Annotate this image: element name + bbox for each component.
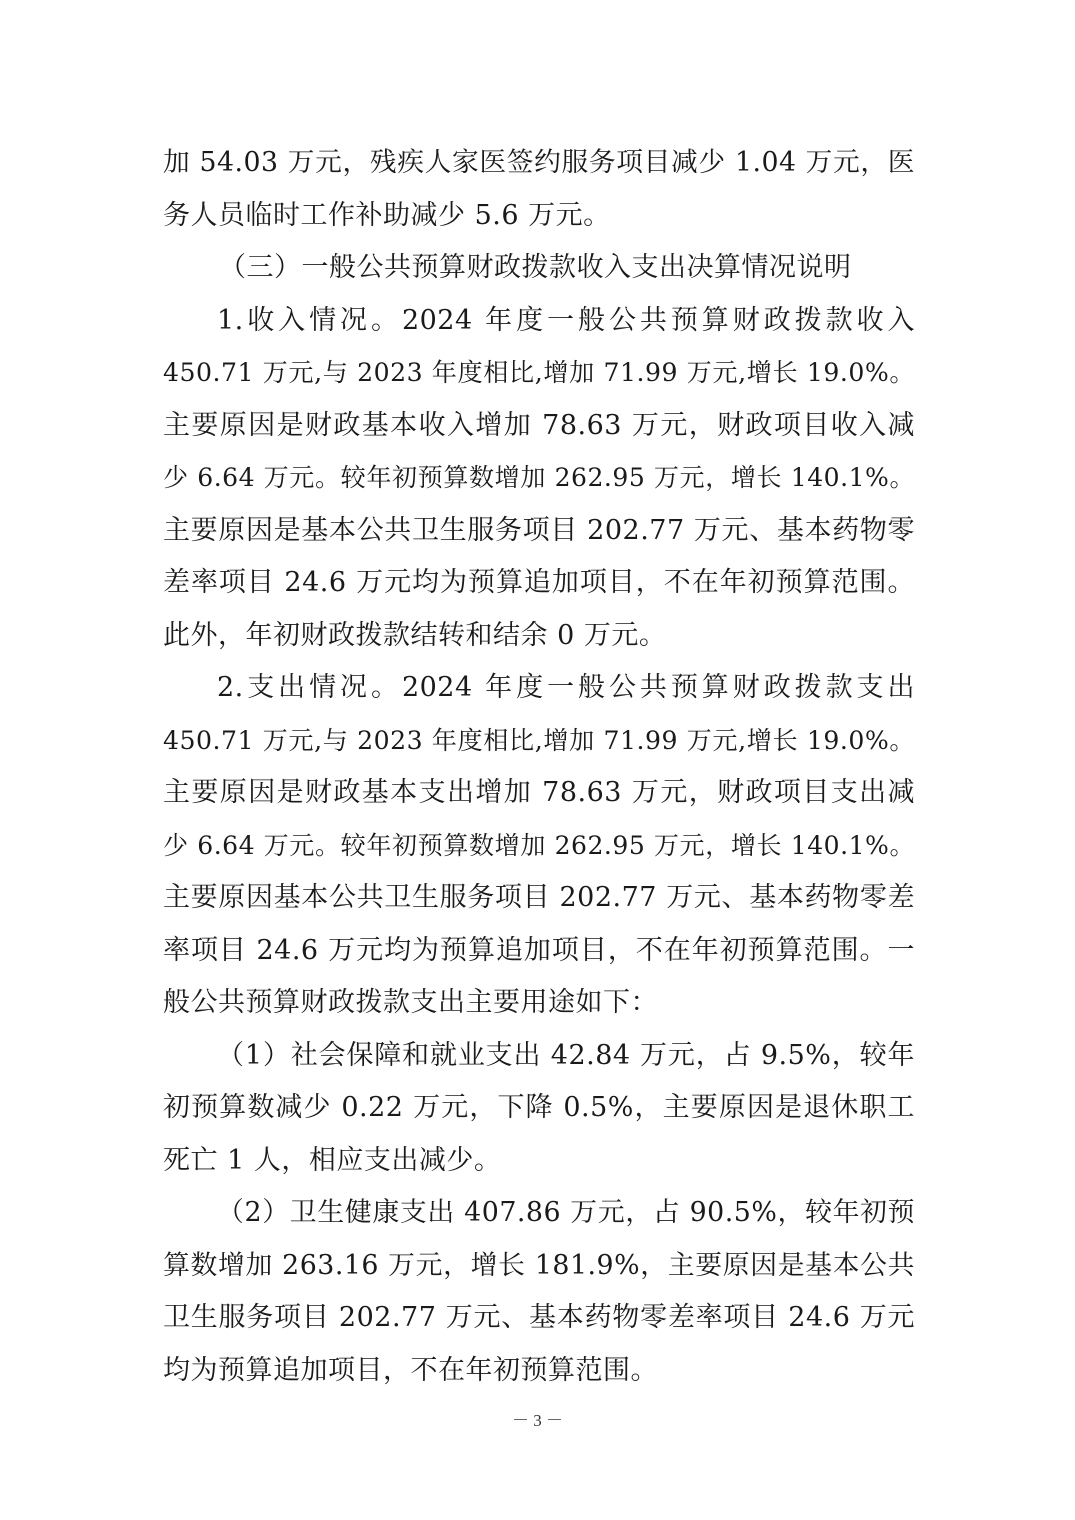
text-line: 算数增加 263.16 万元，增长 181.9%，主要原因是基本公共 xyxy=(163,1249,915,1281)
text-line: 450.71 万元,与 2023 年度相比,增加 71.99 万元,增长 19.0%。 xyxy=(163,358,915,387)
text-line: 务人员临时工作补助减少 5.6 万元。 xyxy=(163,199,611,231)
text-line: 卫生服务项目 202.77 万元、基本药物零差率项目 24.6 万元 xyxy=(163,1302,915,1333)
text-line: 般公共预算财政拨款支出主要用途如下： xyxy=(163,987,658,1018)
text-line: 率项目 24.6 万元均为预算追加项目，不在年初预算范围。一 xyxy=(163,934,915,966)
text-line: 少 6.64 万元。较年初预算数增加 262.95 万元，增长 140.1%。 xyxy=(163,830,915,860)
text-line: 主要原因是财政基本支出增加 78.63 万元，财政项目支出减 xyxy=(163,777,915,808)
subsection-heading: 1.收入情况。2024 年度一般公共预算财政拨款收入 xyxy=(217,304,915,336)
text-line: 主要原因是财政基本收入增加 78.63 万元，财政项目收入减 xyxy=(163,409,915,441)
text-line: 少 6.64 万元。较年初预算数增加 262.95 万元，增长 140.1%。 xyxy=(163,463,915,492)
text-line: 加 54.03 万元，残疾人家医签约服务项目减少 1.04 万元，医 xyxy=(163,147,915,178)
body-text xyxy=(163,137,915,1397)
text-line: 450.71 万元,与 2023 年度相比,增加 71.99 万元,增长 19.0%。 xyxy=(163,725,915,755)
text-line: 均为预算追加项目，不在年初预算范围。 xyxy=(163,1354,658,1386)
text-line: 此外，年初财政拨款结转和结余 0 万元。 xyxy=(163,619,667,651)
text-line: 主要原因基本公共卫生服务项目 202.77 万元、基本药物零差 xyxy=(163,882,915,913)
list-item-line: （1）社会保障和就业支出 42.84 万元，占 9.5%，较年 xyxy=(217,1039,915,1071)
text-line: 死亡 1 人，相应支出减少。 xyxy=(163,1144,502,1176)
text-line: 主要原因是基本公共卫生服务项目 202.77 万元、基本药物零 xyxy=(163,514,915,546)
text-line: 差率项目 24.6 万元均为预算追加项目，不在年初预算范围。 xyxy=(163,567,915,598)
page-number: － 3 － xyxy=(512,1411,563,1430)
text-line: 初预算数减少 0.22 万元，下降 0.5%，主要原因是退休职工 xyxy=(163,1092,915,1123)
subsection-heading: 2.支出情况。2024 年度一般公共预算财政拨款支出 xyxy=(217,672,915,703)
section-heading: （三）一般公共预算财政拨款收入支出决算情况说明 xyxy=(219,252,852,283)
list-item-line: （2）卫生健康支出 407.86 万元，占 90.5%，较年初预 xyxy=(217,1197,915,1228)
